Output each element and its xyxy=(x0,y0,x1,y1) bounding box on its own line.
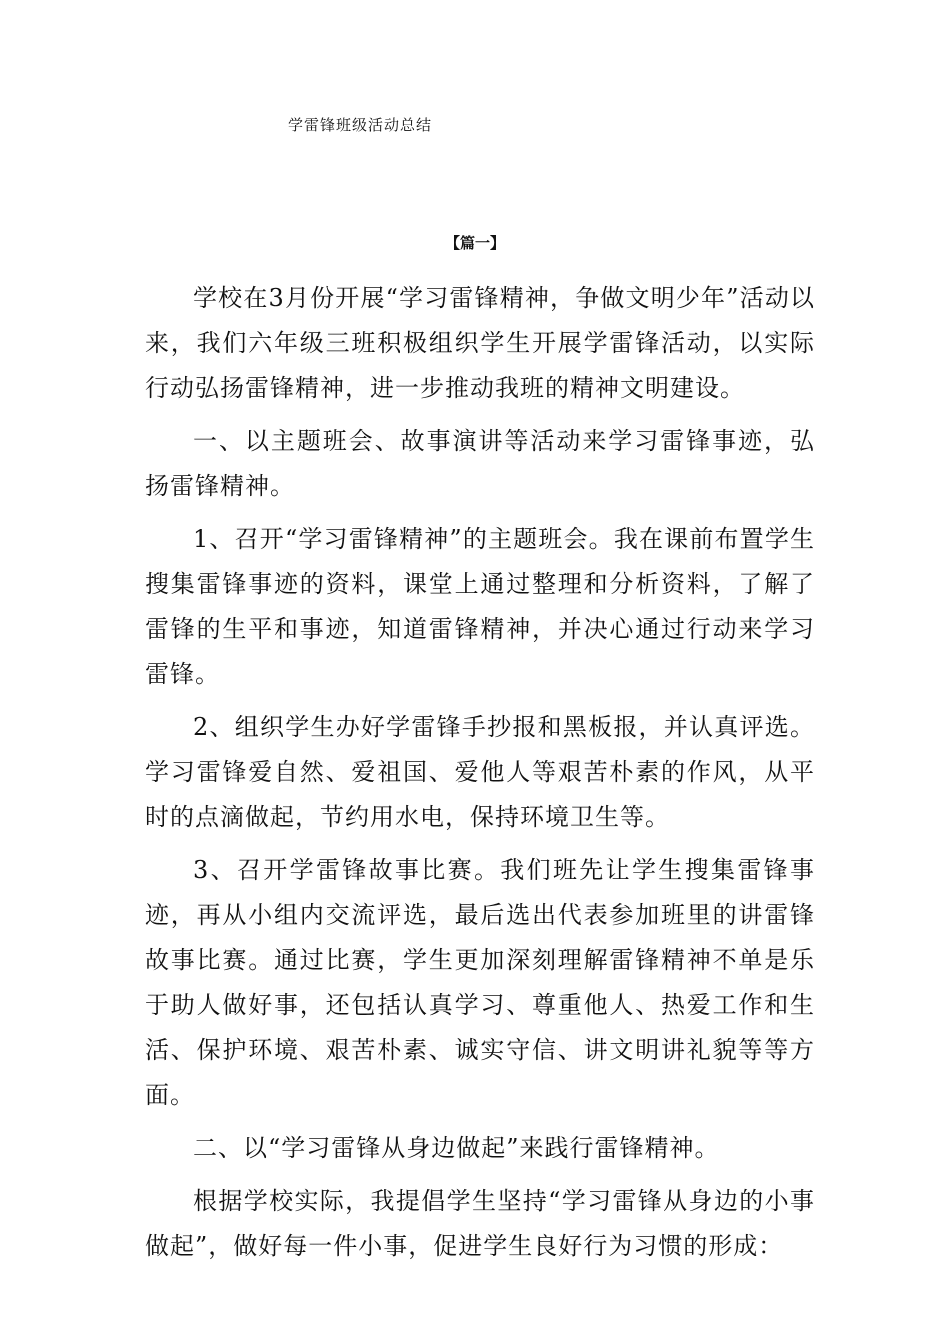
document-title: 学雷锋班级活动总结 xyxy=(288,116,433,134)
paragraph: 学校在3月份开展“学习雷锋精神，争做文明少年”活动以来，我们六年级三班积极组织学生开展学雷锋活动，以实际行动弘扬雷锋精神，进一步推动我班的精神文明建设。 xyxy=(145,284,815,402)
document-body xyxy=(145,276,815,1277)
section-heading: 【篇一】 xyxy=(444,234,505,252)
paragraph: 2、组织学生办好学雷锋手抄报和黑板报，并认真评选。学习雷锋爱自然、爱祖国、爱他人等艰苦朴素的作风，从平时的点滴做起，节约用水电，保持环境卫生等。 xyxy=(145,713,815,831)
paragraph: 一、以主题班会、故事演讲等活动来学习雷锋事迹，弘扬雷锋精神。 xyxy=(145,427,815,500)
paragraph: 1、召开“学习雷锋精神”的主题班会。我在课前布置学生搜集雷锋事迹的资料，课堂上通过整理和分析资料，了解了雷锋的生平和事迹，知道雷锋精神，并决心通过行动来学习雷锋。 xyxy=(145,525,815,688)
paragraph: 3、召开学雷锋故事比赛。我们班先让学生搜集雷锋事迹，再从小组内交流评选，最后选出代表参加班里的讲雷锋故事比赛。通过比赛，学生更加深刻理解雷锋精神不单是乐于助人做好事，还包括认真学习、尊重他人、热爱工作和生活、保护环境、艰苦朴素、诚实守信、讲文明讲礼貌等等方面。 xyxy=(145,856,815,1109)
paragraph: 二、以“学习雷锋从身边做起”来践行雷锋精神。 xyxy=(193,1134,720,1162)
paragraph: 根据学校实际，我提倡学生坚持“学习雷锋从身边的小事做起”，做好每一件小事，促进学生良好行为习惯的形成： xyxy=(145,1187,815,1260)
